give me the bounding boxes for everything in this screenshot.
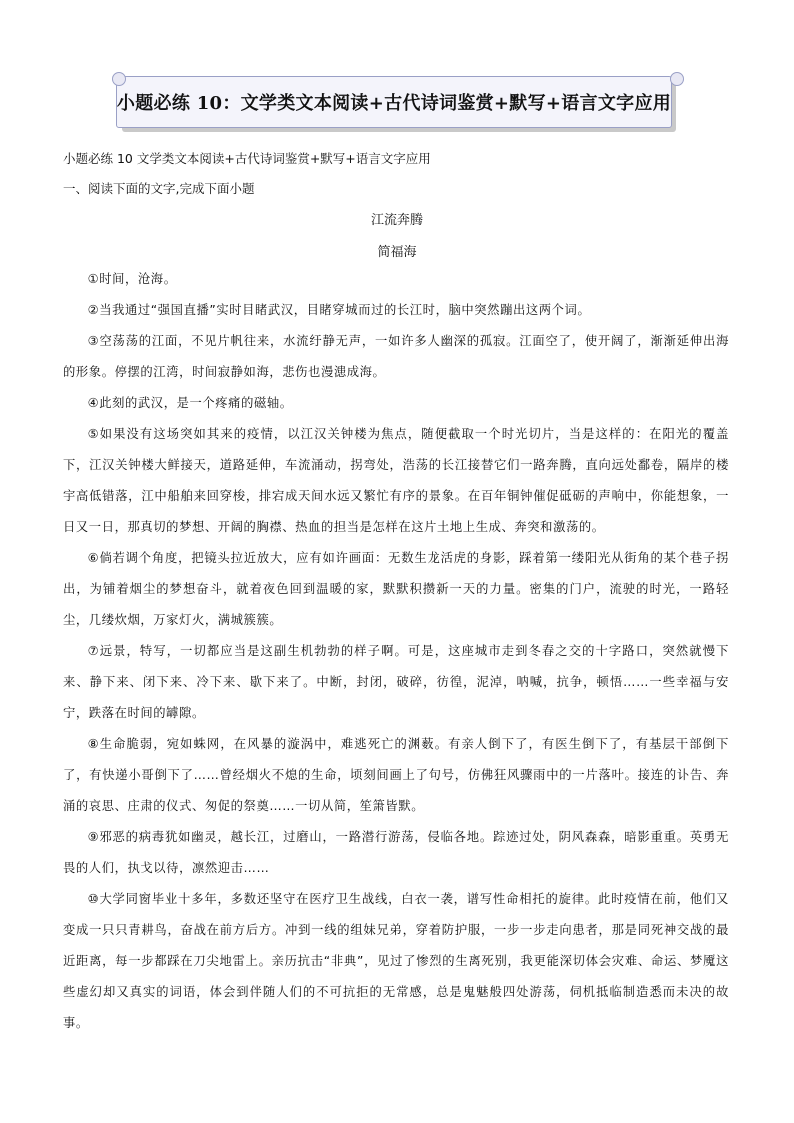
title-banner (116, 76, 682, 136)
paragraph-7: ⑦远景，特写，一切都应当是这副生机勃勃的样子啊。可是，这座城市走到冬春之交的十字路口，突然就慢下来、静下来、闭下来、冷下来、歇下来了。中断，封闭，破碎，彷徨，泥淖，呐喊，抗争，顿悟……一些幸福与安宁，跌落在时间的罅隙。 (63, 644, 729, 720)
paragraph-10: ⑩大学同窗毕业十多年，多数还坚守在医疗卫生战线，白衣一袭，谱写性命相托的旋律。此时疫情在前，他们又变成一只只青耕鸟，奋战在前方后方。冲到一线的组妹兄弟，穿着防护服，一步一步走向患者，那是同死神交战的最近距离，每一步都踩在刀尖地雷上。亲历抗击“非典”，见过了惨烈的生离死别，我更能深切体会灾难、命运、梦魇这些虚幻却又真实的词语，体会到伴随人们的不可抗拒的无常感，总是鬼魅般四处游荡，伺机抵临制造悉而未决的故事。 (63, 892, 729, 1030)
banner-box (116, 76, 672, 128)
paragraph-1: ①时间，沧海。 (87, 272, 177, 286)
paragraph-9: ⑨邪恶的病毒犹如幽灵，越长江，过磨山，一路潜行游荡，侵临各地。踪迹过处，阴风森森，暗影重重。英勇无畏的人们，执戈以待，凛然迎击…… (63, 830, 729, 875)
banner-title: 小题必练 10：文学类文本阅读+古代诗词鉴赏+默写+语言文字应用 (116, 93, 672, 114)
paragraph-6: ⑥倘若调个角度，把镜头拉近放大，应有如许画面：无数生龙活虎的身影，踩着第一缕阳光从街角的某个巷子拐出，为铺着烟尘的梦想奋斗，就着夜色回到温暖的家，默默积攒新一天的力量。密集的门户，流驶的时光，一路轻尘，几缕炊烟，万家灯火，满城簇簇。 (63, 551, 729, 627)
scroll-curl-left-icon (112, 72, 126, 86)
paragraph-8: ⑧生命脆弱，宛如蛛网，在风暴的漩涡中，难逃死亡的渊薮。有亲人倒下了，有医生倒下了，有基层干部倒下了，有快递小哥倒下了……曾经烟火不熄的生命，顷刻间画上了句号，仿佛狂风骤雨中的一片落叶。接连的讣告、奔涌的哀思、庄肃的仪式、匆促的祭奠……一切从简，笙箫皆默。 (63, 737, 729, 813)
scroll-curl-right-icon (670, 72, 684, 86)
paragraph-4: ④此刻的武汉，是一个疼痛的磁轴。 (87, 396, 293, 410)
document-subtitle: 小题必练 10 文学类文本阅读+古代诗词鉴赏+默写+语言文字应用 (63, 151, 431, 166)
paragraph-3: ③空荡荡的江面，不见片帆往来，水流纡静无声，一如许多人幽深的孤寂。江面空了，使开阔了，渐渐延伸出海的形象。停摆的江湾，时间寂静如海，悲伤也漫漶成海。 (63, 334, 729, 379)
paragraph-2: ②当我通过“强国直播”实时目睹武汉，目睹穿城而过的长江时，脑中突然蹦出这两个词。 (87, 303, 591, 317)
essay-title: 江流奔腾 (370, 213, 423, 228)
paragraph-5: ⑤如果没有这场突如其来的疫情，以江汉关钟楼为焦点，随便截取一个时光切片，当是这样的：在阳光的覆盖下，江汉关钟楼大鲜接天，道路延伸，车流涌动，拐弯处，浩荡的长江接替它们一路奔腾，直向远处鄱卷，隔岸的楼宇高低错落，江中船舶来回穿梭，排宕成天间水远又繁忙有序的景象。在百年铜钟催促砥砺的声响中，你能想象，一日又一日，那真切的梦想、开阔的胸襟、热血的担当是怎样在这片土地上生成、奔突和激荡的。 (63, 427, 729, 534)
section-heading: 一、阅读下面的文字,完成下面小题 (63, 181, 255, 196)
essay-author: 简福海 (377, 245, 417, 260)
